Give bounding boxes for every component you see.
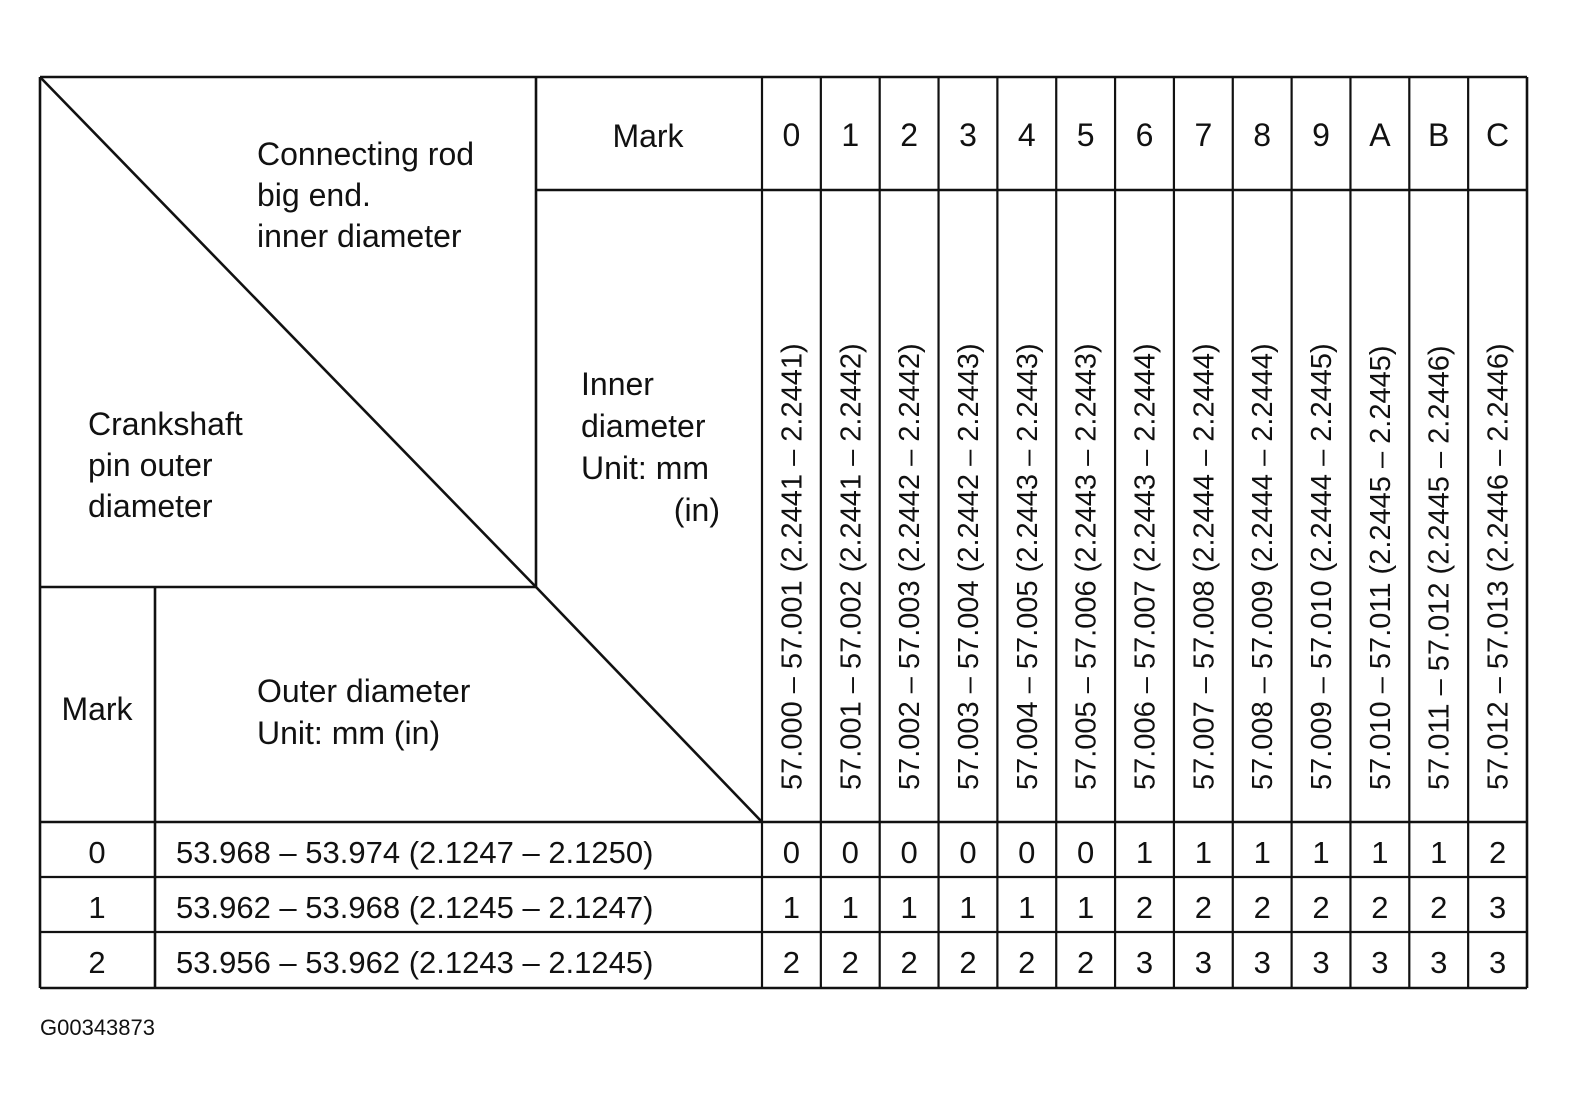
outer-diameter-label-line: Unit: mm (in) (257, 715, 441, 751)
bearing-grade-cell: 0 (1018, 835, 1036, 870)
inner-diameter-range-1: 57.001 – 57.002 (2.2441 – 2.2442) (835, 343, 868, 790)
inner-diameter-range-5: 57.005 – 57.006 (2.2443 – 2.2443) (1070, 343, 1103, 790)
bearing-grade-cell: 3 (1488, 890, 1507, 925)
bearing-grade-cell: 0 (900, 835, 918, 870)
column-mark-6: 6 (1135, 117, 1154, 153)
bearing-grade-cell: 1 (841, 890, 859, 925)
bearing-grade-cell: 1 (1312, 835, 1330, 870)
inner-diameter-range-7: 57.007 – 57.008 (2.2444 – 2.2444) (1188, 343, 1221, 790)
column-mark-2: 2 (900, 117, 919, 153)
column-mark-B: B (1428, 117, 1450, 153)
row-mark-1: 1 (88, 890, 106, 925)
column-mark-1: 1 (841, 117, 860, 153)
bearing-grade-cell: 2 (1430, 890, 1448, 925)
bearing-grade-cell: 2 (1312, 890, 1330, 925)
bearing-grade-cell: 2 (1253, 890, 1271, 925)
bearing-grade-cell: 1 (782, 890, 801, 925)
diagonal-line-lower (536, 587, 762, 822)
inner-diameter-range-2: 57.002 – 57.003 (2.2442 – 2.2442) (894, 343, 927, 790)
mark-header-left: Mark (61, 691, 133, 727)
outer-diameter-label-line: Outer diameter (257, 673, 471, 709)
inner-diameter-range-6: 57.006 – 57.007 (2.2443 – 2.2444) (1129, 343, 1162, 790)
connecting-rod-label-line: Connecting rod (257, 136, 475, 172)
column-mark-C: C (1486, 117, 1510, 153)
bearing-grade-cell: 2 (1194, 890, 1212, 925)
bearing-grade-cell: 3 (1253, 945, 1271, 980)
crankshaft-label-line: diameter (88, 488, 213, 524)
column-mark-5: 5 (1076, 117, 1095, 153)
bearing-grade-cell: 2 (1018, 945, 1036, 980)
mark-header-top: Mark (612, 118, 684, 154)
inner-diameter-range-C: 57.012 – 57.013 (2.2446 – 2.2446) (1482, 343, 1515, 790)
column-mark-7: 7 (1194, 117, 1213, 153)
bearing-grade-cell: 2 (959, 945, 977, 980)
inner-diameter-range-9: 57.009 – 57.010 (2.2444 – 2.2445) (1306, 343, 1339, 790)
bearing-grade-cell: 0 (1077, 835, 1095, 870)
bearing-grade-cell: 1 (1253, 835, 1271, 870)
bearing-grade-cell: 0 (782, 835, 801, 870)
bearing-grade-cell: 1 (959, 890, 977, 925)
inner-diameter-label-line: diameter (581, 408, 706, 444)
row-mark-0: 0 (88, 835, 106, 870)
bearing-grade-cell: 1 (900, 890, 918, 925)
outer-diameter-range-0: 53.968 – 53.974 (2.1247 – 2.1250) (176, 835, 654, 870)
bearing-grade-cell: 2 (900, 945, 918, 980)
outer-diameter-range-1: 53.962 – 53.968 (2.1245 – 2.1247) (176, 890, 654, 925)
inner-diameter-label-line: Unit: mm (581, 450, 709, 486)
bearing-grade-cell: 3 (1194, 945, 1212, 980)
bearing-grade-cell: 1 (1018, 890, 1036, 925)
figure-id: G00343873 (40, 1015, 155, 1040)
inner-diameter-label-line: Inner (581, 366, 654, 402)
bearing-grade-cell: 3 (1312, 945, 1330, 980)
connecting-rod-label-line: big end. (257, 177, 371, 213)
bearing-grade-cell: 2 (782, 945, 801, 980)
column-mark-8: 8 (1253, 117, 1272, 153)
bearing-grade-cell: 3 (1488, 945, 1507, 980)
bearing-grade-cell: 3 (1371, 945, 1389, 980)
table-text (61, 117, 1514, 980)
crankshaft-label-line: Crankshaft (88, 406, 243, 442)
inner-diameter-range-4: 57.004 – 57.005 (2.2443 – 2.2443) (1011, 343, 1044, 790)
bearing-grade-cell: 3 (1430, 945, 1448, 980)
bearing-grade-cell: 2 (1371, 890, 1389, 925)
bearing-grade-cell: 2 (841, 945, 859, 980)
inner-diameter-range-8: 57.008 – 57.009 (2.2444 – 2.2444) (1247, 343, 1280, 790)
inner-diameter-range-A: 57.010 – 57.011 (2.2445 – 2.2445) (1364, 345, 1397, 790)
bearing-grade-cell: 2 (1488, 835, 1507, 870)
crankshaft-label-line: pin outer (88, 447, 213, 483)
bearing-grade-cell: 1 (1371, 835, 1389, 870)
inner-diameter-range-3: 57.003 – 57.004 (2.2442 – 2.2443) (952, 343, 985, 790)
column-mark-4: 4 (1017, 117, 1036, 153)
bearing-grade-cell: 0 (841, 835, 859, 870)
outer-diameter-range-2: 53.956 – 53.962 (2.1243 – 2.1245) (176, 945, 654, 980)
column-mark-A: A (1369, 117, 1391, 153)
column-mark-0: 0 (782, 117, 801, 153)
column-mark-3: 3 (959, 117, 977, 153)
bearing-grade-cell: 2 (1135, 890, 1154, 925)
row-mark-2: 2 (88, 945, 106, 980)
column-mark-9: 9 (1312, 117, 1330, 153)
bearing-grade-cell: 1 (1430, 835, 1448, 870)
inner-diameter-range-0: 57.000 – 57.001 (2.2441 – 2.2441) (776, 343, 809, 790)
bearing-grade-cell: 1 (1077, 890, 1095, 925)
bearing-grade-cell: 2 (1077, 945, 1095, 980)
bearing-grade-cell: 3 (1135, 945, 1154, 980)
connecting-rod-label-line: inner diameter (257, 218, 462, 254)
bearing-grade-cell: 1 (1194, 835, 1212, 870)
inner-diameter-label-line: (in) (673, 492, 720, 528)
bearing-grade-cell: 1 (1135, 835, 1154, 870)
inner-diameter-range-B: 57.011 – 57.012 (2.2445 – 2.2446) (1423, 345, 1456, 790)
bearing-grade-cell: 0 (959, 835, 977, 870)
